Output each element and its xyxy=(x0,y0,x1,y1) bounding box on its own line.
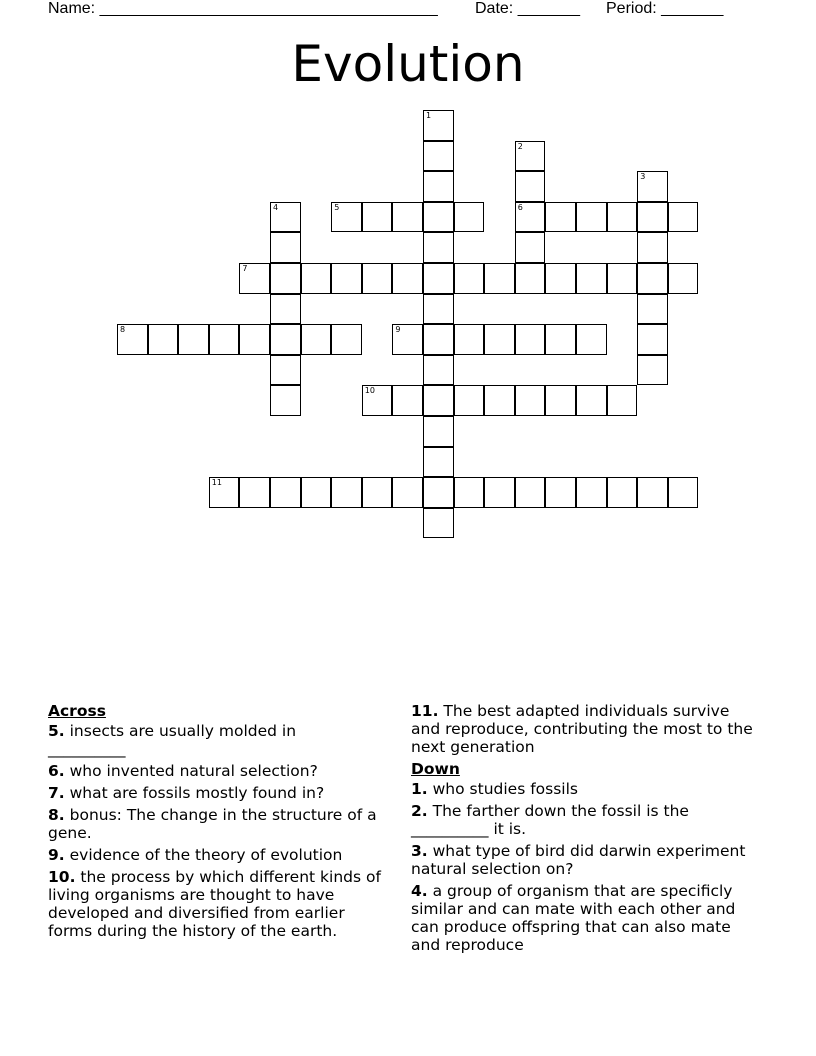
crossword-cell[interactable] xyxy=(301,477,332,508)
crossword-cell[interactable] xyxy=(392,385,423,416)
page-title: Evolution xyxy=(291,35,525,93)
clue-text: what are fossils mostly found in? xyxy=(69,784,325,802)
crossword-cell[interactable] xyxy=(423,324,454,355)
crossword-cell[interactable] xyxy=(576,385,607,416)
clues-column-right xyxy=(411,702,761,958)
clue-number: 10. xyxy=(48,868,76,886)
cell-number: 3 xyxy=(640,172,646,182)
crossword-cell[interactable] xyxy=(454,477,485,508)
cell-number: 10 xyxy=(364,386,375,396)
crossword-cell[interactable] xyxy=(423,232,454,263)
name-field[interactable]: Name: ______________________________________ xyxy=(48,0,438,17)
clue-text: The farther down the fossil is the xyxy=(432,802,689,820)
clue-text: the process by which different kinds of living organisms are thought to have developed and diversified from earlier forms during the history of the earth. xyxy=(48,868,381,940)
clue-number: 5. xyxy=(48,722,65,740)
crossword-cell[interactable] xyxy=(515,263,546,294)
crossword-cell[interactable] xyxy=(423,263,454,294)
clue-blank: __________ xyxy=(411,820,489,838)
cell-number: 2 xyxy=(517,141,523,151)
cell-number: 5 xyxy=(334,202,340,212)
crossword-cell[interactable] xyxy=(392,263,423,294)
crossword-cell[interactable] xyxy=(331,263,362,294)
crossword-cell[interactable] xyxy=(545,324,576,355)
crossword-cell[interactable] xyxy=(484,263,515,294)
crossword-cell[interactable] xyxy=(270,294,301,325)
crossword-cell[interactable] xyxy=(454,263,485,294)
crossword-cell[interactable] xyxy=(637,263,668,294)
crossword-cell[interactable] xyxy=(637,324,668,355)
crossword-cell[interactable] xyxy=(515,477,546,508)
crossword-cell[interactable] xyxy=(301,324,332,355)
clue-number: 11. xyxy=(411,702,439,720)
crossword-cell[interactable] xyxy=(637,232,668,263)
clue-text: evidence of the theory of evolution xyxy=(69,846,343,864)
clues-column-left xyxy=(48,702,388,944)
cell-number: 11 xyxy=(211,478,222,488)
clue-text: who studies fossils xyxy=(432,780,578,798)
crossword-cell[interactable] xyxy=(392,202,423,233)
crossword-cell[interactable] xyxy=(637,171,668,202)
crossword-cell[interactable] xyxy=(545,202,576,233)
clue-down-1 xyxy=(411,780,761,798)
clue-across-9 xyxy=(48,846,388,864)
crossword-cell[interactable] xyxy=(515,385,546,416)
crossword-cell[interactable] xyxy=(423,447,454,478)
crossword-cell[interactable] xyxy=(117,324,148,355)
clue-across-5 xyxy=(48,722,388,758)
clue-down-4 xyxy=(411,882,761,954)
crossword-cell[interactable] xyxy=(423,294,454,325)
clue-across-6 xyxy=(48,762,388,780)
clue-text: who invented natural selection? xyxy=(69,762,318,780)
crossword-cell[interactable] xyxy=(545,263,576,294)
crossword-cell[interactable] xyxy=(423,202,454,233)
date-field[interactable]: Date: _______ xyxy=(475,0,580,17)
clue-across-8 xyxy=(48,806,388,842)
clue-number: 7. xyxy=(48,784,65,802)
clue-down-3 xyxy=(411,842,761,878)
clue-number: 6. xyxy=(48,762,65,780)
crossword-cell[interactable] xyxy=(270,202,301,233)
crossword-cell[interactable] xyxy=(545,385,576,416)
crossword-cell[interactable] xyxy=(270,263,301,294)
crossword-cell[interactable] xyxy=(515,171,546,202)
crossword-cell[interactable] xyxy=(239,324,270,355)
crossword-cell[interactable] xyxy=(607,385,638,416)
crossword-cell[interactable] xyxy=(178,324,209,355)
crossword-cell[interactable] xyxy=(270,477,301,508)
clue-number: 4. xyxy=(411,882,428,900)
across-heading: Across xyxy=(48,702,106,720)
crossword-cell[interactable] xyxy=(209,477,240,508)
clue-number: 9. xyxy=(48,846,65,864)
clue-across-10 xyxy=(48,868,388,940)
cell-number: 8 xyxy=(120,325,126,335)
crossword-cell[interactable] xyxy=(637,477,668,508)
crossword-cell[interactable] xyxy=(484,477,515,508)
clue-text: insects are usually molded in xyxy=(69,722,297,740)
clue-text: what type of bird did darwin experiment natural selection on? xyxy=(411,842,746,878)
crossword-cell[interactable] xyxy=(423,171,454,202)
clue-text: bonus: The change in the structure of a gene. xyxy=(48,806,377,842)
crossword-cell[interactable] xyxy=(576,202,607,233)
crossword-cell[interactable] xyxy=(423,110,454,141)
crossword-cell[interactable] xyxy=(484,324,515,355)
crossword-cell[interactable] xyxy=(301,263,332,294)
crossword-cell[interactable] xyxy=(454,202,485,233)
crossword-cell[interactable] xyxy=(209,324,240,355)
clue-text-after: it is. xyxy=(493,820,527,838)
cell-number: 4 xyxy=(273,202,279,212)
crossword-cell[interactable] xyxy=(239,263,270,294)
crossword-cell[interactable] xyxy=(576,263,607,294)
crossword-cell[interactable] xyxy=(362,385,393,416)
crossword-cell[interactable] xyxy=(362,263,393,294)
crossword-cell[interactable] xyxy=(576,324,607,355)
period-field[interactable]: Period: _______ xyxy=(606,0,724,17)
crossword-cell[interactable] xyxy=(454,324,485,355)
crossword-cell[interactable] xyxy=(515,202,546,233)
crossword-cell[interactable] xyxy=(668,477,699,508)
clue-down-2 xyxy=(411,802,761,838)
clue-across-11 xyxy=(411,702,761,756)
crossword-cell[interactable] xyxy=(362,477,393,508)
crossword-cell[interactable] xyxy=(423,385,454,416)
clue-across-7 xyxy=(48,784,388,802)
crossword-cell[interactable] xyxy=(270,232,301,263)
crossword-cell[interactable] xyxy=(148,324,179,355)
clue-number: 1. xyxy=(411,780,428,798)
crossword-cell[interactable] xyxy=(515,141,546,172)
crossword-cell[interactable] xyxy=(392,324,423,355)
clue-number: 8. xyxy=(48,806,65,824)
crossword-cell[interactable] xyxy=(423,355,454,386)
crossword-cell[interactable] xyxy=(331,202,362,233)
crossword-cell[interactable] xyxy=(423,141,454,172)
crossword-cell[interactable] xyxy=(637,355,668,386)
cell-number: 7 xyxy=(242,264,248,273)
crossword-cell[interactable] xyxy=(515,232,546,263)
crossword-cell[interactable] xyxy=(362,202,393,233)
down-heading: Down xyxy=(411,760,460,778)
crossword-cell[interactable] xyxy=(637,202,668,233)
crossword-cell[interactable] xyxy=(270,355,301,386)
crossword-cell[interactable] xyxy=(607,477,638,508)
crossword-cell[interactable] xyxy=(331,477,362,508)
crossword-cell[interactable] xyxy=(270,385,301,416)
clue-text: a group of organism that are specificly similar and can mate with each other and can produce offspring that can also mate and reproduce xyxy=(411,882,736,954)
crossword-cell[interactable] xyxy=(423,477,454,508)
crossword-cell[interactable] xyxy=(423,416,454,447)
cell-number: 9 xyxy=(395,325,401,335)
clue-number: 2. xyxy=(411,802,428,820)
crossword-cell[interactable] xyxy=(270,324,301,355)
crossword-cell[interactable] xyxy=(607,263,638,294)
crossword-cell[interactable] xyxy=(576,477,607,508)
clue-blank: __________ xyxy=(48,740,126,758)
crossword-cell[interactable] xyxy=(668,263,699,294)
crossword-cell[interactable] xyxy=(545,477,576,508)
crossword-cell[interactable] xyxy=(331,324,362,355)
crossword-cell[interactable] xyxy=(423,508,454,539)
cell-number: 1 xyxy=(426,111,432,120)
cell-number: 6 xyxy=(517,202,523,212)
crossword-cell[interactable] xyxy=(484,385,515,416)
crossword-cell[interactable] xyxy=(239,477,270,508)
crossword-cell[interactable] xyxy=(515,324,546,355)
clue-number: 3. xyxy=(411,842,428,860)
crossword-cell[interactable] xyxy=(392,477,423,508)
crossword-cell[interactable] xyxy=(454,385,485,416)
crossword-cell[interactable] xyxy=(668,202,699,233)
clue-text: The best adapted individuals survive and reproduce, contributing the most to the next generation xyxy=(411,702,753,756)
crossword-cell[interactable] xyxy=(637,294,668,325)
crossword-cell[interactable] xyxy=(607,202,638,233)
